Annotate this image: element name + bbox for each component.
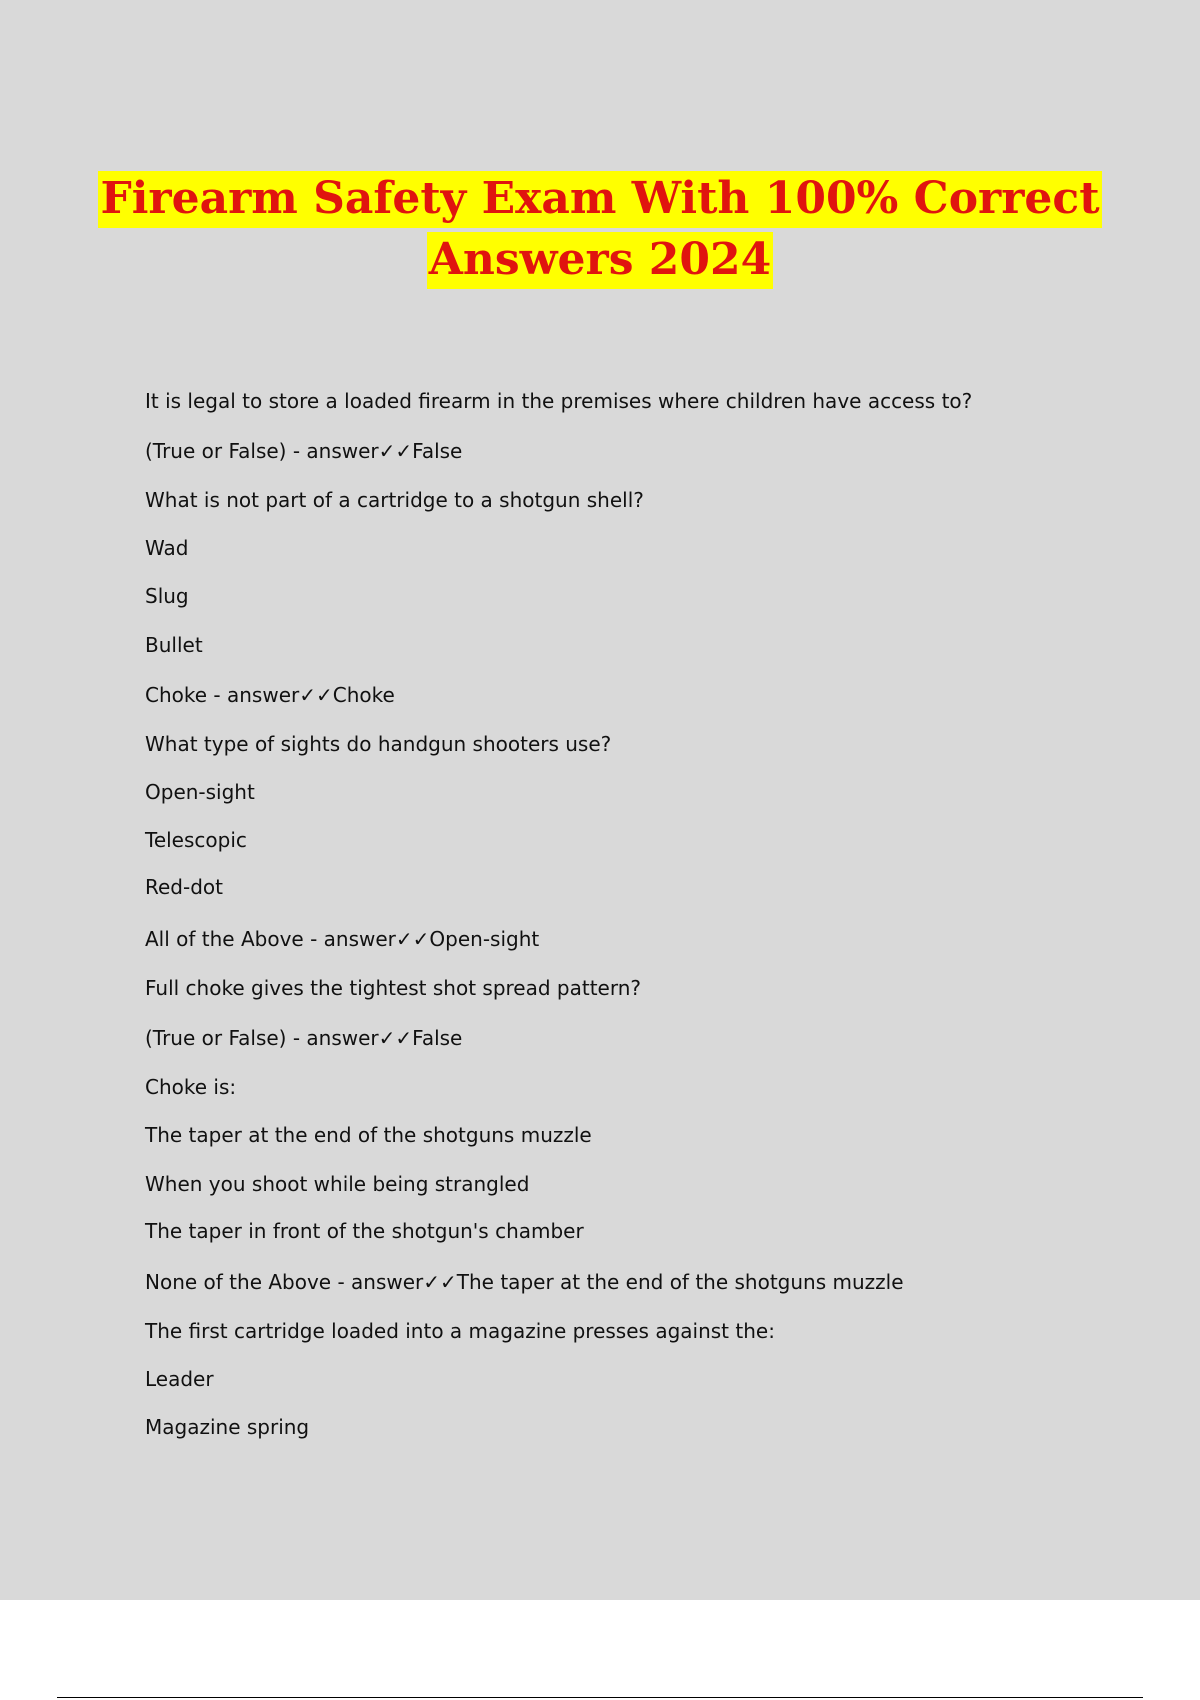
answer-line: (True or False) - answer✓✓False <box>145 1026 463 1050</box>
option-line: The taper in front of the shotgun's chamber <box>145 1219 584 1243</box>
option-line: Open-sight <box>145 780 255 804</box>
question-line: The first cartridge loaded into a magazine presses against the: <box>145 1319 775 1343</box>
question-line: What type of sights do handgun shooters use? <box>145 732 612 756</box>
option-line: Bullet <box>145 633 203 657</box>
footer-divider <box>57 1697 1143 1698</box>
option-line: Wad <box>145 536 189 560</box>
question-line: Full choke gives the tightest shot spread pattern? <box>145 976 642 1000</box>
option-line: Slug <box>145 584 189 608</box>
option-line: Telescopic <box>145 828 247 852</box>
option-line: Red-dot <box>145 875 223 899</box>
option-line: The taper at the end of the shotguns muzzle <box>145 1123 592 1147</box>
question-line: What is not part of a cartridge to a shotgun shell? <box>145 488 644 512</box>
option-line: When you shoot while being strangled <box>145 1172 530 1196</box>
answer-line: (True or False) - answer✓✓False <box>145 439 463 463</box>
title-line-1: Firearm Safety Exam With 100% Correct <box>98 171 1101 228</box>
question-line: Choke is: <box>145 1075 237 1099</box>
answer-line: Choke - answer✓✓Choke <box>145 683 395 707</box>
option-line: Magazine spring <box>145 1415 310 1439</box>
answer-line: None of the Above - answer✓✓The taper at the end of the shotguns muzzle <box>145 1270 904 1294</box>
question-line: It is legal to store a loaded firearm in the premises where children have access to? <box>145 389 973 413</box>
document-title <box>0 168 1200 290</box>
title-line-2: Answers 2024 <box>427 232 774 289</box>
option-line: Leader <box>145 1367 214 1391</box>
answer-line: All of the Above - answer✓✓Open-sight <box>145 927 540 951</box>
